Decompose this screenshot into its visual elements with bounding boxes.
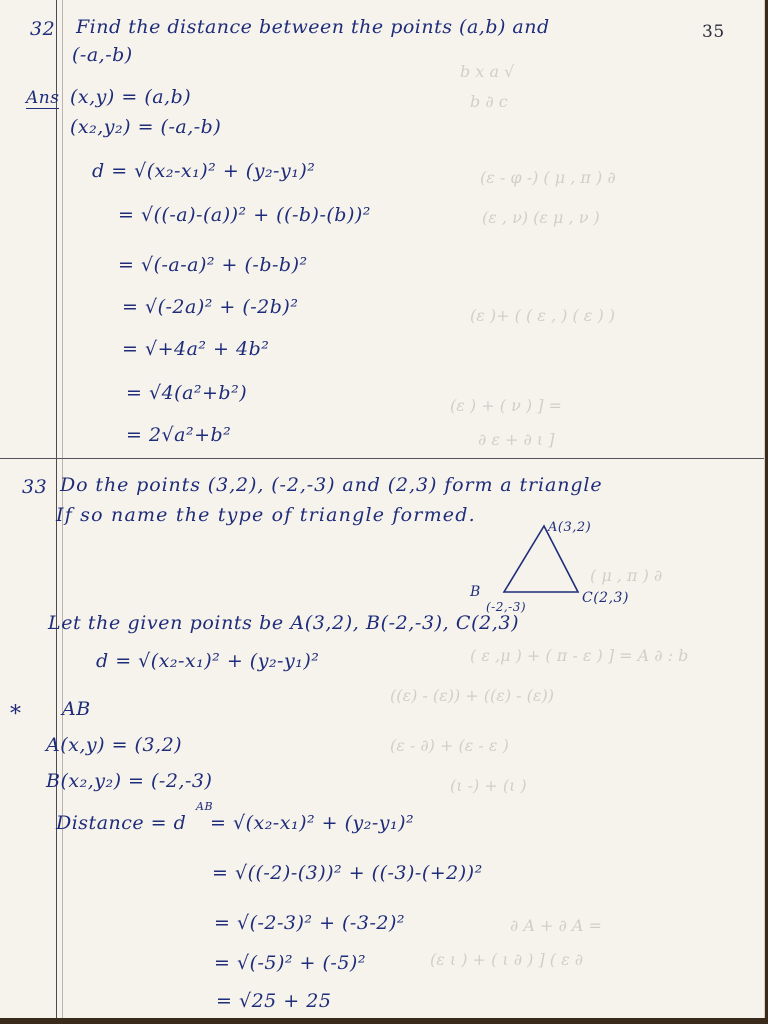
bleed-through: (ε ) + ( ν ) ] =: [450, 396, 562, 415]
q32-step-2: (x₂,y₂) = (-a,-b): [70, 116, 222, 138]
q33-distance-superscript: AB: [196, 800, 214, 813]
q32-step-4: = √((-a)-(a))² + ((-b)-(b))²: [118, 204, 371, 226]
q33-point-a: A(x,y) = (3,2): [46, 734, 183, 756]
q33-number: 33: [22, 476, 48, 498]
bleed-through: (ε ι ) + ( ι ∂ ) ] ( ε ∂: [430, 950, 584, 969]
bleed-through: ( ε ,μ ) + ( π - ε ) ] = A ∂ : b: [470, 646, 689, 665]
bleed-through: ∂ ε + ∂ ι ]: [478, 430, 555, 449]
bleed-through: b x a √: [460, 62, 515, 81]
q33-question-line1: Do the points (3,2), (-2,-3) and (2,3) form a triangle: [60, 474, 603, 496]
q33-let-line: Let the given points be A(3,2), B(-2,-3), C(2,3): [48, 612, 520, 634]
q33-formula: d = √(x₂-x₁)² + (y₂-y₁)²: [96, 650, 320, 672]
q32-question-line1: Find the distance between the points (a,b) and: [76, 16, 550, 38]
q32-step-8: = √4(a²+b²): [126, 382, 248, 404]
q32-step-6: = √(-2a)² + (-2b)²: [122, 296, 299, 318]
q32-answer-label: Ans: [26, 88, 60, 108]
bleed-through: (ι -) + (ι ): [450, 776, 527, 795]
bleed-through: ∂ A + ∂ A =: [510, 916, 602, 935]
triangle-shape: [504, 526, 578, 592]
q32-step-7: = √+4a² + 4b²: [122, 338, 270, 360]
triangle-vertex-b: B: [470, 584, 481, 600]
q33-distance-label: Distance = d: [56, 812, 187, 834]
bleed-through: ( μ , π ) ∂: [590, 566, 663, 585]
triangle-vertex-a: A(3,2): [548, 520, 592, 535]
q32-question-line2: (-a,-b): [72, 44, 133, 66]
q33-step-1: = √((-2)-(3))² + ((-3)-(+2))²: [212, 862, 483, 884]
page-number: 35: [702, 22, 725, 42]
q32-number: 32: [30, 18, 56, 40]
triangle-vertex-c: C(2,3): [582, 590, 629, 606]
triangle-vertex-b-coord: (-2,-3): [486, 600, 527, 614]
q33-step-2: = √(-2-3)² + (-3-2)²: [214, 912, 405, 934]
q33-distance-expression: = √(x₂-x₁)² + (y₂-y₁)²: [210, 812, 415, 834]
bleed-through: b ∂ c: [470, 92, 508, 111]
q33-step-4: = √25 + 25: [216, 990, 332, 1012]
q33-ab-heading: AB: [62, 698, 91, 720]
q32-step-3: d = √(x₂-x₁)² + (y₂-y₁)²: [92, 160, 316, 182]
bleed-through: (ε )+ ( ( ε , ) ( ε ) ): [470, 306, 616, 325]
bleed-through: ((ε) - (ε)) + ((ε) - (ε)): [390, 686, 554, 705]
bleed-through: (ε - ∂) + (ε - ε ): [390, 736, 509, 755]
q32-step-1: (x,y) = (a,b): [70, 86, 192, 108]
q33-question-line2: If so name the type of triangle formed.: [56, 504, 476, 526]
section-divider: [0, 458, 764, 459]
star-mark: *: [10, 702, 22, 727]
bleed-through: (ε - φ -) ( μ , π ) ∂: [480, 168, 616, 187]
bleed-through: (ε , ν) (ε μ , ν ): [482, 208, 600, 227]
q32-step-9: = 2√a²+b²: [126, 424, 232, 446]
q33-step-3: = √(-5)² + (-5)²: [214, 952, 366, 974]
q32-step-5: = √(-a-a)² + (-b-b)²: [118, 254, 308, 276]
q33-point-b: B(x₂,y₂) = (-2,-3): [46, 770, 213, 792]
